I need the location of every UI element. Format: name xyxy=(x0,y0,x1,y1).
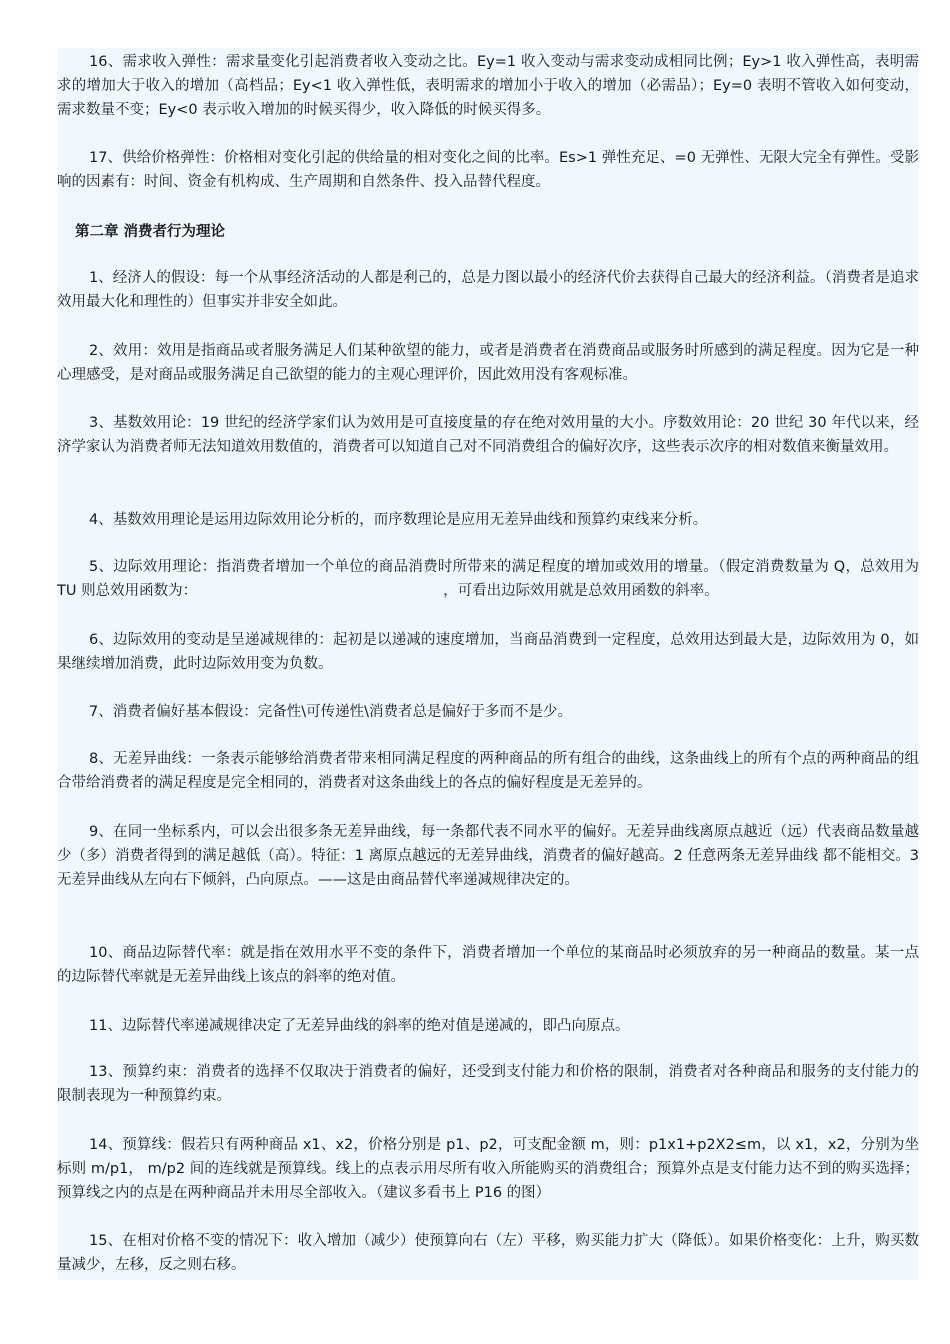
paragraph-2-utility: 2、效用：效用是指商品或者服务满足人们某种欲望的能力，或者是消费者在消费商品或服务时所感到的满足程度。因为它是一种心理感受，是对商品或服务满足自己欲望的能力的主观心理评价，因此效用没有客观标准。 xyxy=(57,343,919,383)
paragraph-15-budget-shift: 15、在相对价格不变的情况下：收入增加（减少）使预算向右（左）平移，购买能力扩大（降低）。如果价格变化：上升，购买数量减少，左移，反之则右移。 xyxy=(57,1233,919,1273)
paragraph-5-text-b: ，可看出边际效用就是总效用函数的斜率。 xyxy=(443,583,719,599)
paragraph-14-budget-line: 14、预算线：假若只有两种商品 x1、x2，价格分别是 p1、p2，可支配金额 m，则：p1x1+p2X2≤m，以 x1，x2，分别为坐标则 m/p1， m/p2 间的连线就是预算线。线上的点表示用尽所有收入所能购买的消费组合；预算外点是支付能力达不到的购买选择；预算线之内的点是在两种商品并未用尽全部收入。（建议多看书上 P16 的图） xyxy=(57,1137,919,1201)
paragraph-8-indifference-curve: 8、无差异曲线：一条表示能够给消费者带来相同满足程度的两种商品的所有组合的曲线，这条曲线上的所有个点的两种商品的组合带给消费者的满足程度是完全相同的，消费者对这条曲线上的各点的偏好程度是无差异的。 xyxy=(57,751,919,791)
paragraph-13-budget-constraint: 13、预算约束：消费者的选择不仅取决于消费者的偏好，还受到支付能力和价格的限制，消费者对各种商品和服务的支付能力的限制表现为一种预算约束。 xyxy=(57,1064,919,1104)
paragraph-6-diminishing: 6、边际效用的变动是呈递减规律的：起初是以递减的速度增加，当商品消费到一定程度，总效用达到最大是，边际效用为 0，如果继续增加消费，此时边际效用变为负数。 xyxy=(57,632,919,672)
chapter-heading: 第二章 消费者行为理论 xyxy=(75,224,226,240)
paragraph-3-cardinal-ordinal: 3、基数效用论：19 世纪的经济学家们认为效用是可直接度量的存在绝对效用量的大小。序数效用论：20 世纪 30 年代以来，经济学家认为消费者师无法知道效用数值的，消费者可以知道自己对不同消费组合的偏好次序，这些表示次序的相对数值来衡量效用。 xyxy=(57,415,919,455)
paragraph-7-preferences: 7、消费者偏好基本假设：完备性\可传递性\消费者总是偏好于多而不是少。 xyxy=(89,704,572,720)
paragraph-4-theory-methods: 4、基数效用理论是运用边际效用论分析的，而序数理论是应用无差异曲线和预算约束线来分析。 xyxy=(89,512,708,528)
paragraph-5-marginal-utility xyxy=(57,555,919,603)
paragraph-11-diminishing-mrs: 11、边际替代率递减规律决定了无差异曲线的斜率的绝对值是递减的，即凸向原点。 xyxy=(89,1018,630,1034)
paragraph-9-indifference-properties: 9、在同一坐标系内，可以会出很多条无差异曲线，每一条都代表不同水平的偏好。无差异曲线离原点越近（远）代表商品数量越少（多）消费者得到的满足越低（高）。特征：1 离原点越远的无差异曲线，消费者的偏好越高。2 任意两条无差异曲线 都不能相交。3 无差异曲线从左向右下倾斜，凸向原点。——这是由商品替代率递减规律决定的。 xyxy=(57,824,919,888)
paragraph-5-text-a: 5、边际效用理论：指消费者增加一个单位的商品消费时所带来的满足程度的增加或效用的增量。（假定消费数量为 Q，总效用为 TU 则总效用函数为： xyxy=(57,559,919,599)
paragraph-1-economic-man: 1、经济人的假设：每一个从事经济活动的人都是利己的，总是力图以最小的经济代价去获得自己最大的经济利益。（消费者是追求效用最大化和理性的）但事实并非安全如此。 xyxy=(57,270,919,310)
document-page xyxy=(57,48,919,1280)
paragraph-10-mrs: 10、商品边际替代率：就是指在效用水平不变的条件下，消费者增加一个单位的某商品时必须放弃的另一种商品的数量。某一点的边际替代率就是无差异曲线上该点的斜率的绝对值。 xyxy=(57,945,919,985)
paragraph-16-income-elasticity: 16、需求收入弹性：需求量变化引起消费者收入变动之比。Ey=1 收入变动与需求变动成相同比例；Ey>1 收入弹性高，表明需求的增加大于收入的增加（高档品；Ey<1 收入弹性低，表明需求的增加小于收入的增加（必需品）；Ey=0 表明不管收入如何变动，需求数量不变；Ey<0 表示收入增加的时候买得少，收入降低的时候买得多。 xyxy=(57,54,919,118)
paragraph-17-supply-elasticity: 17、供给价格弹性：价格相对变化引起的供给量的相对变化之间的比率。Es>1 弹性充足、=0 无弹性、无限大完全有弹性。受影响的因素有：时间、资金有机构成、生产周期和自然条件、投入品替代程度。 xyxy=(57,150,919,190)
